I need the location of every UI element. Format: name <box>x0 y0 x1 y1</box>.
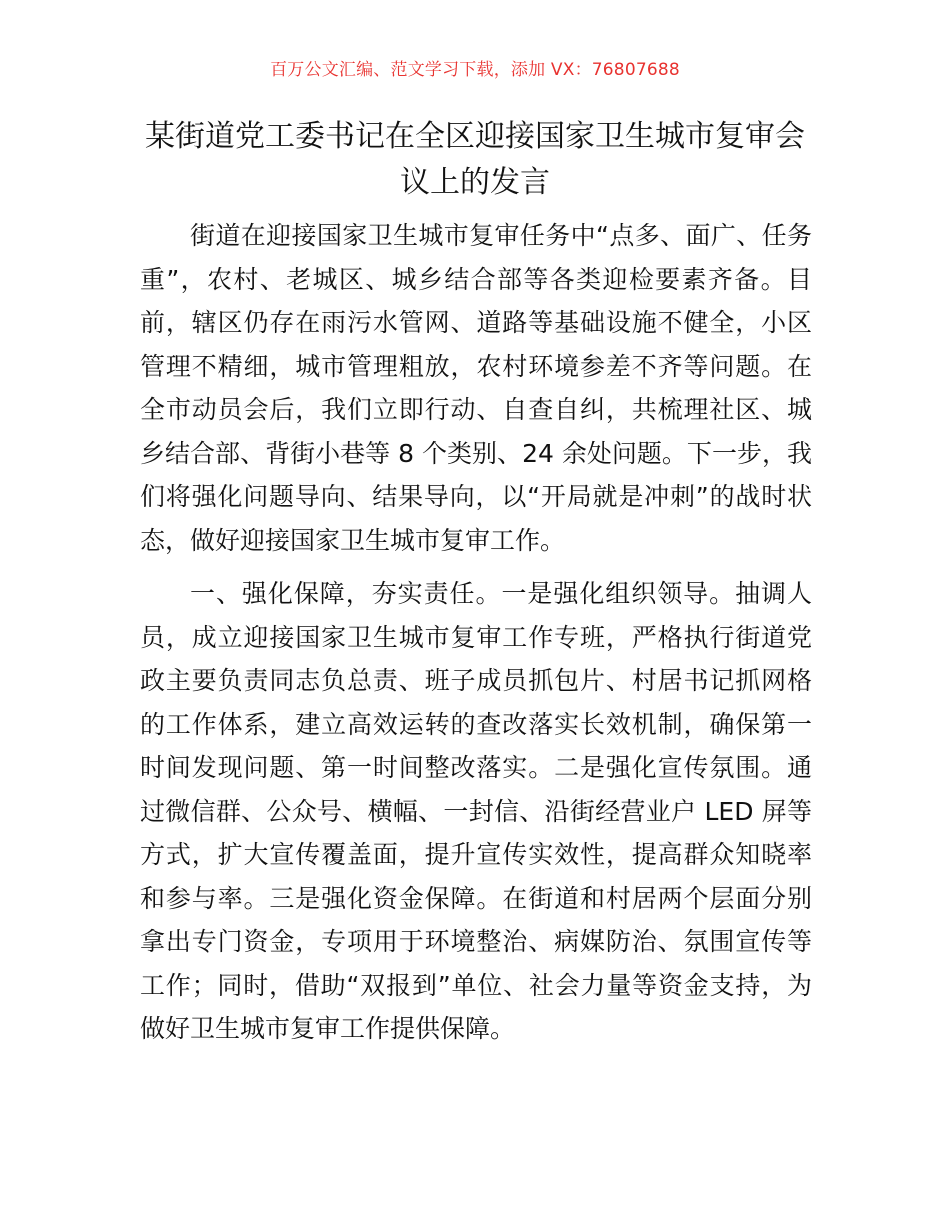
watermark-header: 百万公文汇编、范文学习下载，添加 VX：76807688 <box>270 60 680 80</box>
document-body <box>140 214 812 1051</box>
paragraph-section-1: 一、强化保障，夯实责任。一是强化组织领导。抽调人员，成立迎接国家卫生城市复审工作专班，严格执行街道党政主要负责同志负总责、班子成员抓包片、村居书记抓网格的工作体系，建立高效运转的查改落实长效机制，确保第一时间发现问题、第一时间整改落实。二是强化宣传氛围。通过微信群、公众号、横幅、一封信、沿街经营业户 LED 屏等方式，扩大宣传覆盖面，提升宣传实效性，提高群众知晓率和参与率。三是强化资金保障。在街道和村居两个层面分别拿出专门资金，专项用于环境整治、病媒防治、氛围宣传等工作；同时，借助“双报到”单位、社会力量等资金支持，为做好卫生城市复审工作提供保障。 <box>140 579 812 1043</box>
document-title: 某街道党工委书记在全区迎接国家卫生城市复审会议上的发言 <box>145 119 805 200</box>
paragraph-intro: 街道在迎接国家卫生城市复审任务中“点多、面广、任务重”，农村、老城区、城乡结合部等各类迎检要素齐备。目前，辖区仍存在雨污水管网、道路等基础设施不健全，小区管理不精细，城市管理粗放，农村环境参差不齐等问题。在全市动员会后，我们立即行动、自查自纠，共梳理社区、城乡结合部、背街小巷等 8 个类别、24 余处问题。下一步，我们将强化问题导向、结果导向，以“开局就是冲刺”的战时状态，做好迎接国家卫生城市复审工作。 <box>140 221 812 555</box>
